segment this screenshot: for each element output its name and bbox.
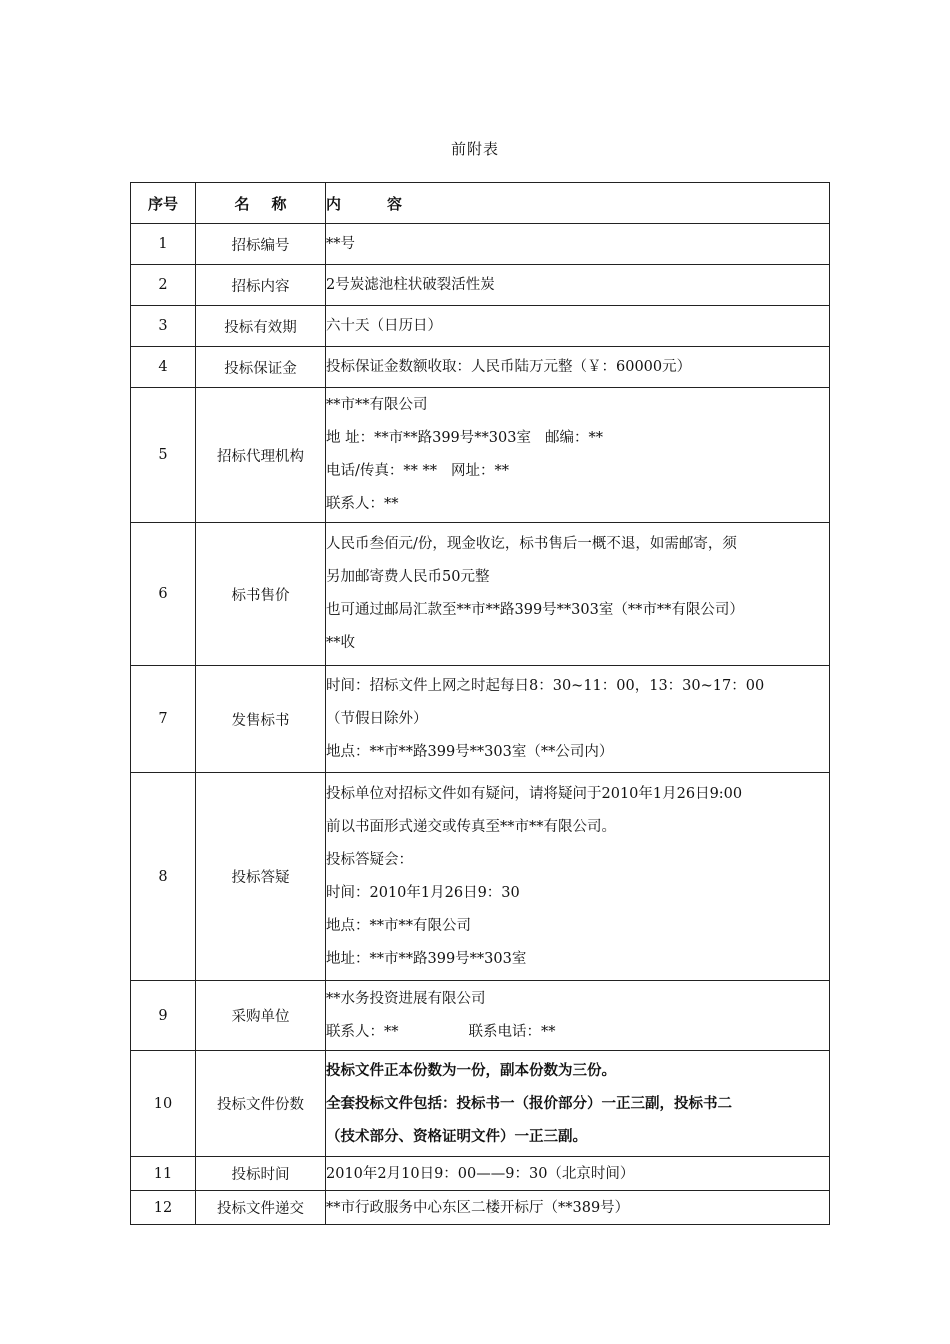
row-name: 采购单位 <box>196 981 326 1051</box>
agency-phone: 电话/传真：** ** <box>326 463 437 479</box>
content-line <box>326 1016 829 1049</box>
table-row <box>131 523 830 666</box>
table-row <box>131 1051 830 1157</box>
content-line: 地点：**市**路399号**303室（**公司内） <box>326 743 614 760</box>
header-no: 序号 <box>131 183 196 224</box>
content-line: 投标文件正本份数为一份，副本份数为三份。 <box>326 1062 616 1079</box>
content-line: **市**有限公司 <box>326 397 428 413</box>
content-line: 时间：2010年1月26日9：30 <box>326 884 520 901</box>
row-no: 1 <box>131 224 196 265</box>
header-name-b: 称 <box>271 194 287 213</box>
row-no: 12 <box>131 1191 196 1225</box>
row-content <box>326 265 830 306</box>
content-line: 另加邮寄费人民币50元整 <box>326 569 490 585</box>
row-no: 9 <box>131 981 196 1051</box>
agency-address: 地 址：**市**路399号**303室 <box>326 430 531 446</box>
content-line: 2号炭滤池柱状破裂活性炭 <box>326 276 495 293</box>
content-line: **收 <box>326 635 355 651</box>
row-content <box>326 1191 830 1225</box>
row-no: 4 <box>131 347 196 388</box>
row-content <box>326 224 830 265</box>
table-row <box>131 981 830 1051</box>
content-line: 地点：**市**有限公司 <box>326 917 471 934</box>
content-line <box>326 422 829 455</box>
row-content <box>326 981 830 1051</box>
row-no: 6 <box>131 523 196 666</box>
table-header-row <box>131 183 830 224</box>
table-row <box>131 773 830 981</box>
row-content <box>326 1157 830 1191</box>
agency-postcode: 邮编：** <box>544 430 603 446</box>
content-line: （节假日除外） <box>326 710 428 727</box>
row-content <box>326 523 830 666</box>
row-name: 招标代理机构 <box>196 388 326 523</box>
table-row <box>131 224 830 265</box>
content-line: 全套投标文件包括：投标书一（报价部分）一正三副，投标书二 <box>326 1095 732 1112</box>
content-line: 人民币叁佰元/份，现金收讫，标书售后一概不退，如需邮寄，须 <box>326 536 737 552</box>
table-row <box>131 347 830 388</box>
row-name: 招标编号 <box>196 224 326 265</box>
header-content-b: 容 <box>387 194 403 213</box>
header-content-a: 内 <box>326 194 342 213</box>
purchaser-contact-phone: 联系电话：** <box>468 1023 556 1040</box>
content-line: （技术部分、资格证明文件）一正三副。 <box>326 1128 587 1145</box>
content-line: 时间：招标文件上网之时起每日8：30~11：00，13：30~17：00 <box>326 677 765 694</box>
content-line: 六十天（日历日） <box>326 317 442 334</box>
content-line: 也可通过邮局汇款至**市**路399号**303室（**市**有限公司） <box>326 602 744 618</box>
row-name: 招标内容 <box>196 265 326 306</box>
row-no: 5 <box>131 388 196 523</box>
agency-website: 网址：** <box>451 463 509 479</box>
row-name: 投标文件递交 <box>196 1191 326 1225</box>
row-name: 投标文件份数 <box>196 1051 326 1157</box>
row-no: 11 <box>131 1157 196 1191</box>
attachment-table <box>130 182 830 1225</box>
content-line: 地址：**市**路399号**303室 <box>326 950 527 967</box>
table-row <box>131 1157 830 1191</box>
header-name <box>196 183 326 224</box>
row-name: 投标保证金 <box>196 347 326 388</box>
content-line: 投标保证金数额收取：人民币陆万元整（￥：60000元） <box>326 358 692 375</box>
row-content <box>326 306 830 347</box>
row-no: 8 <box>131 773 196 981</box>
row-name: 标书售价 <box>196 523 326 666</box>
content-line: **号 <box>326 235 355 252</box>
header-content <box>326 183 830 224</box>
content-line: 联系人：** <box>326 496 399 512</box>
row-content <box>326 773 830 981</box>
row-content <box>326 1051 830 1157</box>
table-row <box>131 265 830 306</box>
purchaser-contact: 联系人：** <box>326 1023 399 1040</box>
row-name: 投标答疑 <box>196 773 326 981</box>
table-row <box>131 666 830 773</box>
row-content <box>326 347 830 388</box>
header-name-a: 名 <box>234 194 250 213</box>
content-line: **市行政服务中心东区二楼开标厅（**389号） <box>326 1199 630 1216</box>
table-row <box>131 306 830 347</box>
row-no: 3 <box>131 306 196 347</box>
table-row <box>131 388 830 523</box>
row-content <box>326 666 830 773</box>
content-line <box>326 455 829 488</box>
row-no: 10 <box>131 1051 196 1157</box>
table-row <box>131 1191 830 1225</box>
row-no: 7 <box>131 666 196 773</box>
row-name: 投标时间 <box>196 1157 326 1191</box>
content-line: 前以书面形式递交或传真至**市**有限公司。 <box>326 818 616 835</box>
content-line: **水务投资进展有限公司 <box>326 990 486 1007</box>
page-title: 前附表 <box>450 140 499 158</box>
content-line: 投标单位对招标文件如有疑问，请将疑问于2010年1月26日9:00 <box>326 785 743 802</box>
row-content <box>326 388 830 523</box>
row-no: 2 <box>131 265 196 306</box>
row-name: 投标有效期 <box>196 306 326 347</box>
row-name: 发售标书 <box>196 666 326 773</box>
content-line: 投标答疑会： <box>326 851 413 868</box>
content-line: 2010年2月10日9：00——9：30（北京时间） <box>326 1165 635 1182</box>
